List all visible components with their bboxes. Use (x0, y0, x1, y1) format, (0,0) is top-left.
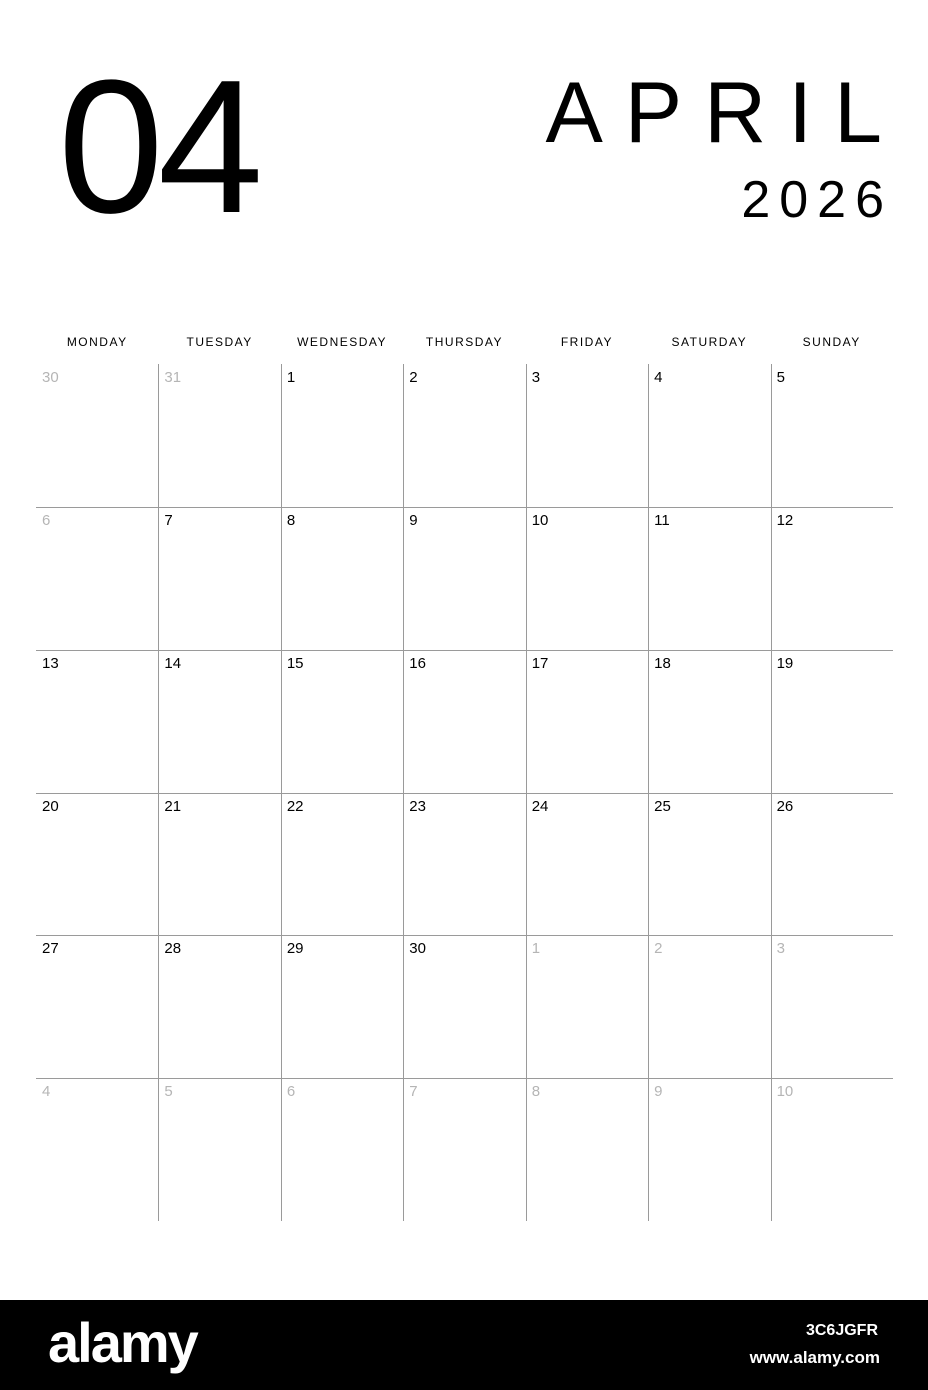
weekday-tuesday: TUESDAY (186, 335, 253, 349)
day-cell (158, 793, 280, 936)
grid-column-divider (526, 364, 527, 1221)
day-number: 13 (42, 654, 59, 672)
day-cell (36, 793, 158, 936)
day-number: 16 (409, 654, 426, 672)
day-cell (526, 793, 648, 936)
day-cell (771, 1078, 893, 1221)
month-name: APRIL (545, 65, 904, 161)
day-cell (281, 1078, 403, 1221)
day-cell (648, 364, 770, 507)
day-cell (281, 793, 403, 936)
day-cell (648, 935, 770, 1078)
weekday-header-row (36, 335, 893, 351)
day-number: 28 (164, 940, 182, 958)
day-number: 24 (531, 797, 549, 815)
day-number: 8 (531, 1083, 541, 1101)
grid-row-divider (36, 650, 893, 651)
day-cell (771, 793, 893, 936)
day-number: 30 (409, 940, 426, 958)
day-cell (526, 1078, 648, 1221)
day-number: 9 (409, 511, 418, 529)
day-cell (158, 650, 280, 793)
day-number: 4 (42, 1083, 51, 1101)
month-number: 04 (58, 41, 258, 253)
day-number: 26 (776, 797, 794, 815)
day-cell (158, 1078, 280, 1221)
day-number: 12 (776, 511, 794, 529)
grid-column-divider (158, 364, 159, 1221)
day-number: 10 (776, 1083, 794, 1101)
day-number: 3 (531, 369, 541, 386)
day-cell (281, 507, 403, 650)
day-cell (526, 935, 648, 1078)
day-number: 2 (409, 369, 418, 386)
grid-column-divider (648, 364, 649, 1221)
grid-column-divider (771, 364, 772, 1221)
day-number: 1 (531, 940, 541, 958)
grid-row-divider (36, 793, 893, 794)
day-cell (403, 1078, 525, 1221)
grid-row-divider (36, 507, 893, 508)
day-number: 8 (286, 511, 296, 529)
day-cell (648, 650, 770, 793)
day-cell (526, 650, 648, 793)
day-cell (403, 364, 525, 507)
day-cell (281, 650, 403, 793)
day-cell (648, 1078, 770, 1221)
day-cell (403, 793, 525, 936)
day-number: 31 (164, 369, 182, 386)
day-number: 3 (776, 940, 785, 958)
day-number: 9 (654, 1083, 663, 1101)
day-cell (36, 650, 158, 793)
day-number: 19 (776, 654, 794, 672)
day-number: 5 (164, 1083, 173, 1101)
day-number: 25 (654, 797, 671, 815)
day-cell (36, 507, 158, 650)
day-cell (158, 935, 280, 1078)
day-number: 30 (42, 369, 59, 386)
day-number: 22 (286, 797, 304, 815)
day-number: 29 (286, 940, 304, 958)
day-number: 21 (164, 797, 182, 815)
day-number: 4 (654, 369, 663, 386)
day-number: 18 (654, 654, 671, 672)
footer-bar (0, 1300, 928, 1390)
alamy-logo: alamy (48, 1311, 197, 1374)
site-url: www.alamy.com (749, 1348, 880, 1367)
day-number: 1 (286, 369, 296, 386)
grid-column-divider (403, 364, 404, 1221)
day-cell (403, 650, 525, 793)
day-number: 6 (42, 511, 51, 529)
year: 2026 (741, 171, 893, 229)
day-cell (526, 364, 648, 507)
weekday-thursday: THURSDAY (425, 335, 504, 349)
day-cell (771, 364, 893, 507)
day-cell (526, 507, 648, 650)
day-cell (158, 364, 280, 507)
day-cell (771, 650, 893, 793)
day-number: 23 (409, 797, 426, 815)
weekday-monday: MONDAY (66, 335, 128, 349)
weekday-wednesday: WEDNESDAY (297, 335, 388, 349)
day-cell (403, 935, 525, 1078)
day-cell (36, 364, 158, 507)
day-number: 14 (164, 654, 182, 672)
day-cell (648, 793, 770, 936)
day-number: 7 (164, 511, 173, 529)
day-number: 5 (776, 369, 785, 386)
day-number: 20 (42, 797, 59, 815)
day-cell (281, 364, 403, 507)
grid-row-divider (36, 1078, 893, 1079)
day-cell (158, 507, 280, 650)
day-number: 27 (42, 940, 59, 958)
weekday-saturday: SATURDAY (671, 335, 748, 349)
day-number: 17 (531, 654, 549, 672)
day-cell (771, 935, 893, 1078)
day-cell (648, 507, 770, 650)
day-cell (36, 1078, 158, 1221)
day-number: 2 (654, 940, 663, 958)
image-id: 3C6JGFR (805, 1322, 878, 1339)
grid-column-divider (281, 364, 282, 1221)
weekday-friday: FRIDAY (560, 335, 613, 349)
day-cell (771, 507, 893, 650)
day-cell (403, 507, 525, 650)
day-number: 6 (286, 1083, 296, 1101)
day-number: 11 (654, 511, 670, 529)
day-cell (281, 935, 403, 1078)
day-number: 10 (531, 511, 549, 529)
day-number: 15 (286, 654, 304, 672)
calendar-grid (36, 364, 893, 1221)
day-number: 7 (409, 1083, 418, 1101)
day-cell (36, 935, 158, 1078)
weekday-sunday: SUNDAY (802, 335, 861, 349)
grid-row-divider (36, 935, 893, 936)
